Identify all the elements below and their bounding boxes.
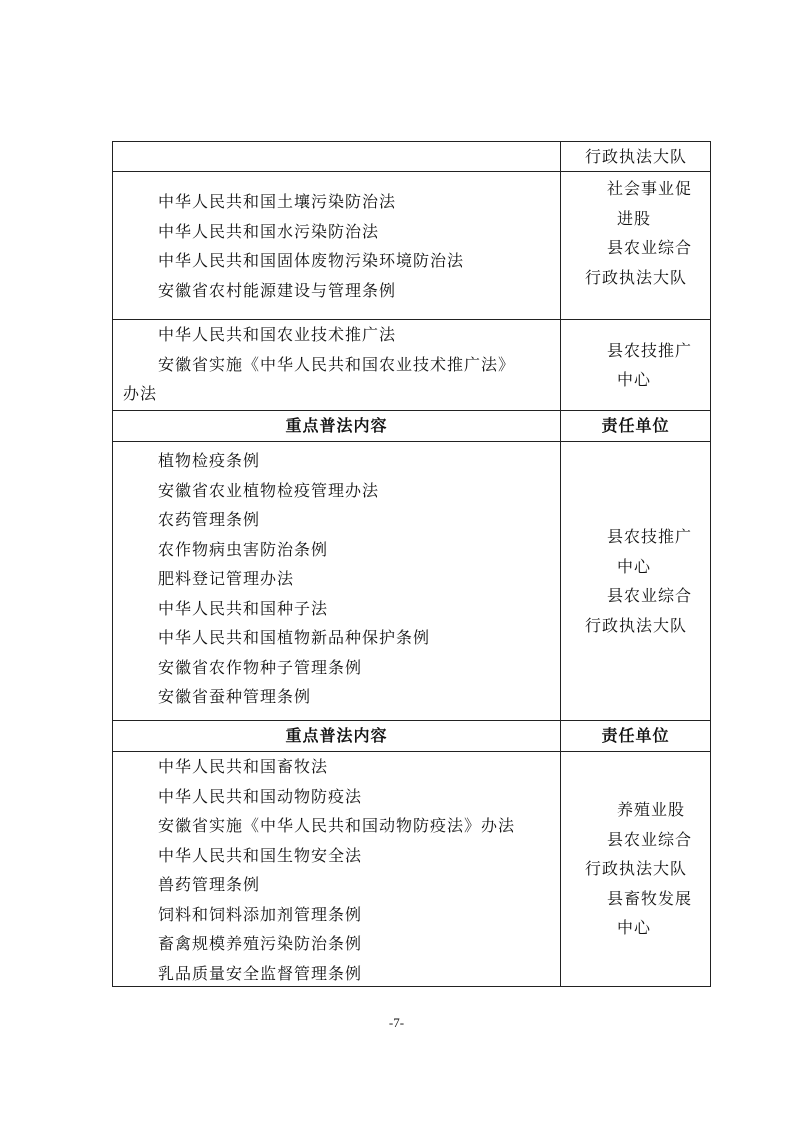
unit-line: 县农业综合 xyxy=(607,586,693,605)
responsible-unit-cell xyxy=(561,172,711,319)
unit-line: 县农技推广 xyxy=(607,340,693,360)
law-content-cell xyxy=(113,142,561,171)
table-row xyxy=(113,442,711,721)
law-item: 中华人民共和国固体废物污染环境防治法 xyxy=(158,251,465,270)
law-item: 农药管理条例 xyxy=(158,510,261,529)
table-row xyxy=(113,142,711,172)
responsible-unit-cell xyxy=(561,142,711,171)
law-item: 兽药管理条例 xyxy=(158,875,261,894)
law-content-cell xyxy=(113,172,561,319)
unit-line: 中心 xyxy=(617,370,652,389)
law-item: 安徽省农业植物检疫管理办法 xyxy=(158,480,380,500)
unit-line: 县畜牧发展 xyxy=(607,888,693,908)
unit-line: 县农业综合 xyxy=(607,829,693,849)
unit-line: 进股 xyxy=(617,208,652,228)
law-item: 中华人民共和国种子法 xyxy=(158,598,329,618)
law-item: 安徽省实施《中华人民共和国动物防疫法》办法 xyxy=(158,816,516,835)
content-header: 重点普法内容 xyxy=(113,721,561,751)
law-item: 中华人民共和国生物安全法 xyxy=(158,845,363,865)
law-item: 中华人民共和国水污染防治法 xyxy=(158,221,380,241)
unit-line: 中心 xyxy=(617,556,652,576)
table-row xyxy=(113,320,711,411)
table-header-row xyxy=(113,411,711,442)
law-item: 中华人民共和国农业技术推广法 xyxy=(158,325,397,344)
table-row xyxy=(113,172,711,320)
law-item: 植物检疫条例 xyxy=(158,451,261,470)
responsible-unit-cell xyxy=(561,752,711,986)
policy-table xyxy=(112,141,711,987)
law-item: 中华人民共和国土壤污染防治法 xyxy=(158,192,397,211)
law-content-cell xyxy=(113,320,561,410)
content-header: 重点普法内容 xyxy=(113,411,561,441)
responsible-unit-cell xyxy=(561,442,711,720)
law-item: 中华人民共和国动物防疫法 xyxy=(158,786,363,806)
law-item: 肥料登记管理办法 xyxy=(158,569,295,588)
unit-header: 责任单位 xyxy=(561,721,711,751)
law-item: 农作物病虫害防治条例 xyxy=(158,539,329,559)
law-item: 安徽省实施《中华人民共和国农业技术推广法》 xyxy=(158,354,516,374)
table-header-row xyxy=(113,721,711,752)
unit-header: 责任单位 xyxy=(561,411,711,441)
table-row xyxy=(113,752,711,987)
unit-line: 行政执法大队 xyxy=(585,267,688,287)
unit-line: 社会事业促 xyxy=(607,179,693,198)
unit-line: 县农业综合 xyxy=(607,238,693,257)
law-content-cell xyxy=(113,442,561,720)
unit-line: 县农技推广 xyxy=(607,527,693,546)
responsible-unit-cell xyxy=(561,320,711,410)
law-item: 办法 xyxy=(123,384,158,403)
law-item: 安徽省蚕种管理条例 xyxy=(158,687,312,706)
page-number: -7- xyxy=(388,1015,405,1030)
law-item: 安徽省农作物种子管理条例 xyxy=(158,657,363,677)
unit-line: 行政执法大队 xyxy=(585,859,688,879)
law-item: 中华人民共和国植物新品种保护条例 xyxy=(158,628,431,647)
unit-line: 行政执法大队 xyxy=(585,615,688,635)
law-content-cell xyxy=(113,752,561,986)
law-item: 饲料和饲料添加剂管理条例 xyxy=(158,904,363,924)
unit-line: 中心 xyxy=(617,918,652,938)
law-item: 中华人民共和国畜牧法 xyxy=(158,757,329,776)
law-item: 安徽省农村能源建设与管理条例 xyxy=(158,280,397,300)
unit-line: 养殖业股 xyxy=(617,800,686,820)
law-item: 畜禽规模养殖污染防治条例 xyxy=(158,934,363,953)
law-item: 乳品质量安全监督管理条例 xyxy=(158,963,363,983)
unit-line: 行政执法大队 xyxy=(585,146,688,166)
